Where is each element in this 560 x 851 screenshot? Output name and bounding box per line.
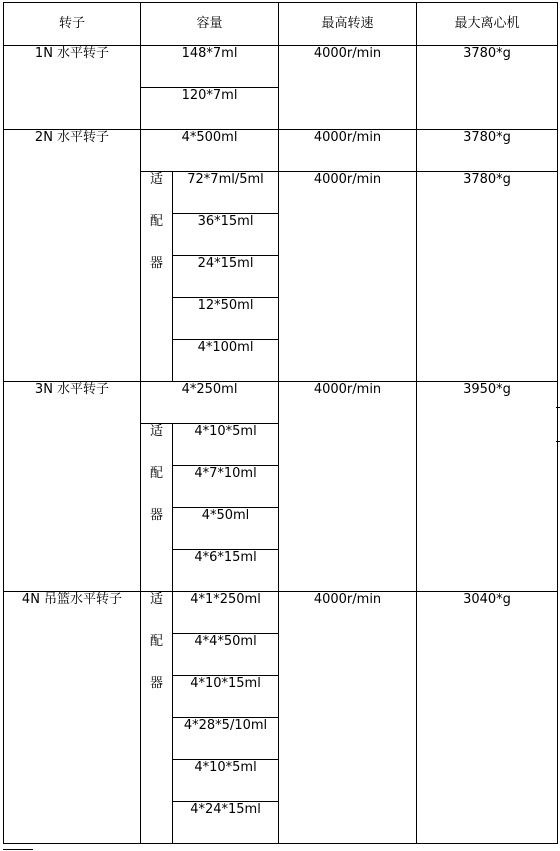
force-cell: 3780*g (417, 130, 558, 172)
adapter-capacity-cell: 4*28*5/10ml (173, 718, 279, 760)
adapter-capacity-cell: 4*1*250ml (173, 592, 279, 634)
capacity-cell: 120*7ml (141, 88, 279, 130)
adapter-label-char: 配 (149, 634, 163, 649)
bottom-rule (3, 849, 33, 850)
header-capacity: 容量 (141, 3, 279, 46)
adapter-capacity-cell: 4*24*15ml (173, 802, 279, 844)
header-max-force: 最大离心机 (417, 3, 558, 46)
adapter-capacity-cell: 24*15ml (173, 256, 279, 298)
adapter-label (141, 172, 173, 382)
table-row (4, 592, 558, 634)
speed-cell: 4000r/min (279, 130, 417, 172)
adapter-label-char: 器 (149, 256, 163, 271)
rotor-spec-table (3, 2, 558, 844)
capacity-cell: 148*7ml (141, 46, 279, 88)
table-row (4, 130, 558, 172)
adapter-capacity-cell: 4*10*5ml (173, 760, 279, 802)
adapter-label-char: 适 (149, 592, 163, 607)
capacity-cell: 4*500ml (141, 130, 279, 172)
adapter-label (141, 592, 173, 844)
force-cell: 3040*g (417, 592, 558, 844)
speed-cell: 4000r/min (279, 382, 417, 592)
speed-cell: 4000r/min (279, 172, 417, 382)
table-row (4, 382, 558, 424)
rotor-name-4n: 4N 吊篮水平转子 (4, 592, 141, 844)
rotor-name-2n: 2N 水平转子 (4, 130, 141, 382)
header-rotor: 转子 (4, 3, 141, 46)
adapter-capacity-cell: 4*100ml (173, 340, 279, 382)
adapter-capacity-cell: 4*4*50ml (173, 634, 279, 676)
force-cell: 3950*g (417, 382, 558, 592)
adapter-capacity-cell: 36*15ml (173, 214, 279, 256)
speed-cell: 4000r/min (279, 592, 417, 844)
rotor-name-3n: 3N 水平转子 (4, 382, 141, 592)
adapter-capacity-cell: 72*7ml/5ml (173, 172, 279, 214)
force-cell: 3780*g (417, 172, 558, 382)
adapter-label-char: 配 (149, 466, 163, 481)
header-max-speed: 最高转速 (279, 3, 417, 46)
adapter-label-char: 器 (149, 508, 163, 523)
adapter-label-char: 配 (149, 214, 163, 229)
force-cell: 3780*g (417, 46, 558, 130)
adapter-capacity-cell: 4*10*15ml (173, 676, 279, 718)
rotor-name-1n: 1N 水平转子 (4, 46, 141, 130)
margin-tick-mark (556, 407, 560, 408)
adapter-label-char: 适 (149, 424, 163, 439)
table-row (4, 46, 558, 88)
adapter-capacity-cell: 4*10*5ml (173, 424, 279, 466)
table-header-row (4, 3, 558, 46)
adapter-capacity-cell: 4*50ml (173, 508, 279, 550)
adapter-capacity-cell: 4*7*10ml (173, 466, 279, 508)
speed-cell: 4000r/min (279, 46, 417, 130)
adapter-capacity-cell: 12*50ml (173, 298, 279, 340)
adapter-label (141, 424, 173, 592)
capacity-cell: 4*250ml (141, 382, 279, 424)
margin-tick-mark (556, 441, 560, 442)
adapter-label-char: 适 (149, 172, 163, 187)
adapter-label-char: 器 (149, 676, 163, 691)
adapter-capacity-cell: 4*6*15ml (173, 550, 279, 592)
